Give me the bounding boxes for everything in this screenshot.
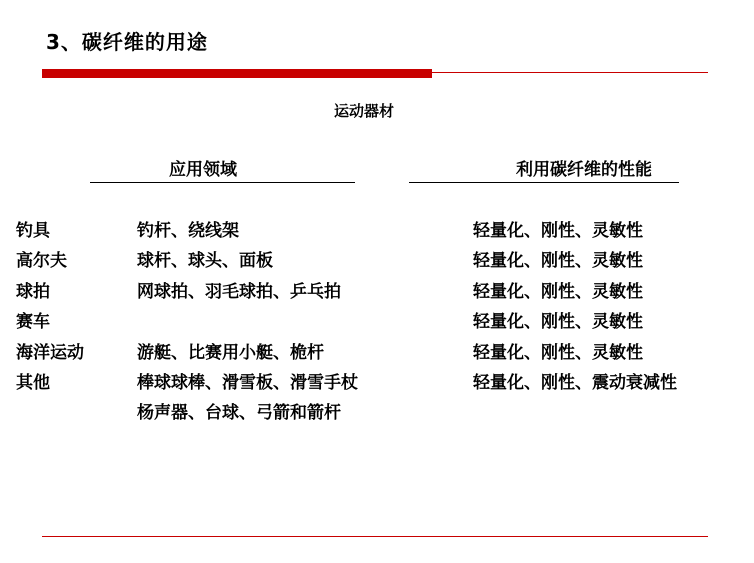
table-row (0, 398, 754, 428)
table-row (0, 246, 754, 276)
header-underline-left (90, 182, 355, 183)
table-row (0, 277, 754, 307)
row-items: 网球拍、羽毛球拍、乒乓拍 (137, 282, 341, 302)
row-properties: 轻量化、刚性、灵敏性 (473, 282, 643, 302)
row-properties: 轻量化、刚性、灵敏性 (473, 343, 643, 363)
row-field: 其他 (16, 373, 50, 393)
row-items: 游艇、比赛用小艇、桅杆 (137, 343, 324, 363)
row-properties: 轻量化、刚性、震动衰减性 (473, 373, 677, 393)
table-row (0, 307, 754, 337)
row-field: 球拍 (16, 282, 50, 302)
table-row (0, 216, 754, 246)
slide-title: 3、碳纤维的用途 (46, 30, 208, 54)
row-items: 球杆、球头、面板 (137, 251, 273, 271)
title-accent-bar (42, 69, 432, 78)
column-header-application-field: 应用领域 (169, 160, 237, 180)
footer-divider-line (42, 536, 708, 537)
row-properties: 轻量化、刚性、灵敏性 (473, 251, 643, 271)
row-field: 高尔夫 (16, 251, 67, 271)
row-properties: 轻量化、刚性、灵敏性 (473, 312, 643, 332)
slide-subtitle: 运动器材 (334, 102, 395, 120)
row-items: 杨声器、台球、弓箭和箭杆 (137, 403, 341, 423)
header-underline-right (409, 182, 679, 183)
row-field: 赛车 (16, 312, 50, 332)
table-row (0, 338, 754, 368)
row-items: 钓杆、绕线架 (137, 221, 239, 241)
row-field: 海洋运动 (16, 343, 84, 363)
row-properties: 轻量化、刚性、灵敏性 (473, 221, 643, 241)
column-header-performance: 利用碳纤维的性能 (516, 160, 652, 180)
table-row (0, 368, 754, 398)
title-accent-line (432, 72, 708, 73)
row-field: 钓具 (16, 221, 50, 241)
row-items: 棒球球棒、滑雪板、滑雪手杖 (137, 373, 358, 393)
